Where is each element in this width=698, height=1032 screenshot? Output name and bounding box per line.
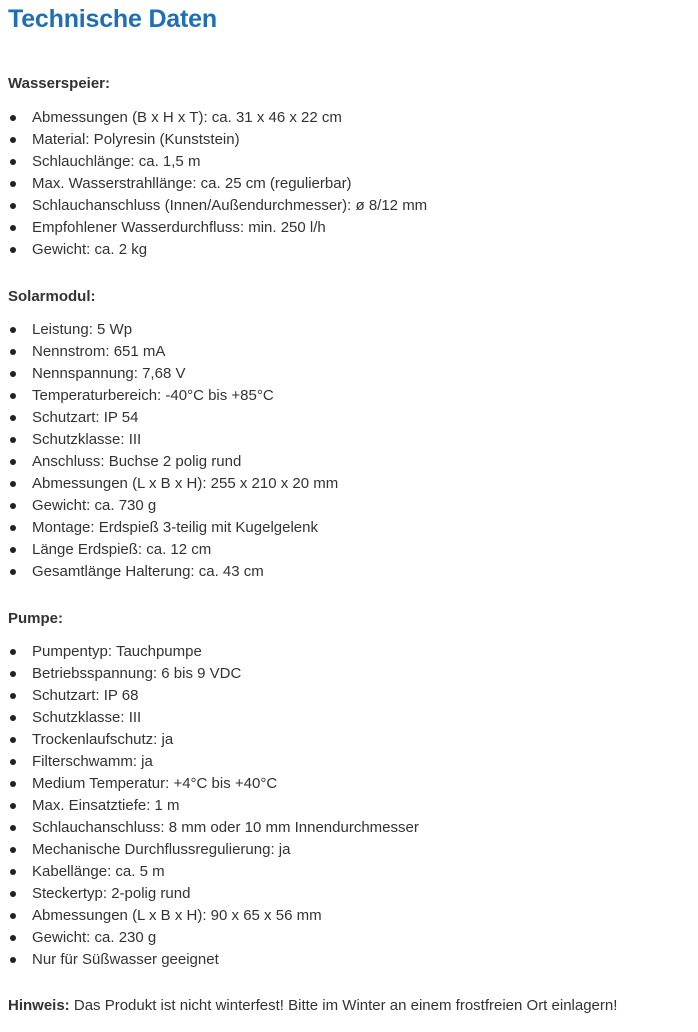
list-item-text: Schutzklasse: III [32,431,142,448]
bullet-icon [10,203,16,209]
list-item-text: Material: Polyresin (Kunststein) [32,131,240,148]
list-item-text: Betriebsspannung: 6 bis 9 VDC [32,665,242,682]
list-item-text: Pumpentyp: Tauchpumpe [32,643,202,660]
bullet-icon [10,891,16,897]
list-item [8,195,696,217]
list-item [8,561,696,583]
list-item-text: Steckertyp: 2-polig rund [32,885,191,902]
list-item [8,319,696,341]
list-item-text: Länge Erdspieß: ca. 12 cm [32,541,212,558]
hinweis-label: Hinweis: [8,997,70,1014]
list-item-text: Mechanische Durchflussregulierung: ja [32,841,291,858]
list-item [8,795,696,817]
list-item-text: Leistung: 5 Wp [32,321,133,338]
list-item [8,883,696,905]
bullet-icon [10,247,16,253]
list-item [8,217,696,239]
page-title: Technische Daten [8,5,217,33]
list-item [8,839,696,861]
bullet-icon [10,913,16,919]
bullet-icon [10,415,16,421]
section-title-pumpe: Pumpe: [8,610,64,627]
list-item [8,773,696,795]
list-item-text: Nennspannung: 7,68 V [32,365,186,382]
bullet-icon [10,115,16,121]
bullet-icon [10,693,16,699]
list-item [8,341,696,363]
section-title-solarmodul: Solarmodul: [8,288,96,305]
list-item-text: Empfohlener Wasserdurchfluss: min. 250 l/h [32,219,326,236]
bullet-icon [10,671,16,677]
spec-list-pumpe [8,641,696,971]
bullet-icon [10,569,16,575]
list-item-text: Gewicht: ca. 2 kg [32,241,148,258]
list-item [8,239,696,261]
bullet-icon [10,159,16,165]
list-item [8,451,696,473]
bullet-icon [10,715,16,721]
hinweis-text: Das Produkt ist nicht winterfest! Bitte im Winter an einem frostfreien Ort einlagern! [69,997,618,1014]
bullet-icon [10,459,16,465]
list-item [8,641,696,663]
bullet-icon [10,181,16,187]
list-item-text: Montage: Erdspieß 3-teilig mit Kugelgelenk [32,519,318,536]
spec-list-solarmodul [8,319,696,583]
list-item [8,707,696,729]
list-item-text: Schlauchlänge: ca. 1,5 m [32,153,201,170]
bullet-icon [10,525,16,531]
list-item-text: Abmessungen (L x B x H): 255 x 210 x 20 mm [32,475,339,492]
section-solarmodul [8,287,696,583]
list-item-text: Schlauchanschluss (Innen/Außendurchmesser): ø 8/12 mm [32,197,428,214]
bullet-icon [10,825,16,831]
list-item [8,927,696,949]
spec-list-wasserspeier [8,107,696,261]
list-item-text: Nur für Süßwasser geeignet [32,951,219,968]
bullet-icon [10,869,16,875]
list-item [8,817,696,839]
list-item [8,363,696,385]
bullet-icon [10,781,16,787]
list-item-text: Schutzart: IP 68 [32,687,139,704]
list-item [8,663,696,685]
bullet-icon [10,437,16,443]
list-item [8,751,696,773]
list-item [8,729,696,751]
list-item-text: Schlauchanschluss: 8 mm oder 10 mm Innendurchmesser [32,819,419,836]
list-item-text: Schutzklasse: III [32,709,142,726]
bullet-icon [10,803,16,809]
list-item-text: Kabellänge: ca. 5 m [32,863,165,880]
list-item [8,539,696,561]
bullet-icon [10,481,16,487]
section-title-wasserspeier: Wasserspeier: [8,75,110,92]
list-item [8,151,696,173]
list-item [8,949,696,971]
bullet-icon [10,393,16,399]
list-item [8,429,696,451]
tech-specs-page [8,0,696,1032]
bullet-icon [10,847,16,853]
section-pumpe [8,609,696,971]
bullet-icon [10,759,16,765]
list-item-text: Nennstrom: 651 mA [32,343,166,360]
list-item-text: Schutzart: IP 54 [32,409,139,426]
list-item-text: Temperaturbereich: -40°C bis +85°C [32,387,274,404]
list-item [8,861,696,883]
list-item-text: Gewicht: ca. 230 g [32,929,157,946]
list-item-text: Gesamtlänge Halterung: ca. 43 cm [32,563,264,580]
list-item [8,173,696,195]
list-item-text: Medium Temperatur: +4°C bis +40°C [32,775,278,792]
list-item [8,473,696,495]
list-item [8,129,696,151]
list-item-text: Gewicht: ca. 730 g [32,497,157,514]
list-item-text: Max. Wasserstrahllänge: ca. 25 cm (regulierbar) [32,175,352,192]
list-item-text: Abmessungen (L x B x H): 90 x 65 x 56 mm [32,907,322,924]
list-item-text: Filterschwamm: ja [32,753,153,770]
bullet-icon [10,957,16,963]
list-item [8,385,696,407]
bullet-icon [10,547,16,553]
bullet-icon [10,349,16,355]
hinweis-note [8,995,696,1017]
list-item-text: Abmessungen (B x H x T): ca. 31 x 46 x 22 cm [32,109,342,126]
bullet-icon [10,737,16,743]
list-item-text: Max. Einsatztiefe: 1 m [32,797,180,814]
bullet-icon [10,935,16,941]
list-item [8,517,696,539]
section-wasserspeier [8,74,696,261]
bullet-icon [10,649,16,655]
bullet-icon [10,137,16,143]
list-item-text: Trockenlaufschutz: ja [32,731,174,748]
list-item [8,685,696,707]
bullet-icon [10,327,16,333]
bullet-icon [10,225,16,231]
list-item [8,905,696,927]
list-item [8,107,696,129]
list-item [8,407,696,429]
bullet-icon [10,371,16,377]
list-item [8,495,696,517]
bullet-icon [10,503,16,509]
list-item-text: Anschluss: Buchse 2 polig rund [32,453,242,470]
